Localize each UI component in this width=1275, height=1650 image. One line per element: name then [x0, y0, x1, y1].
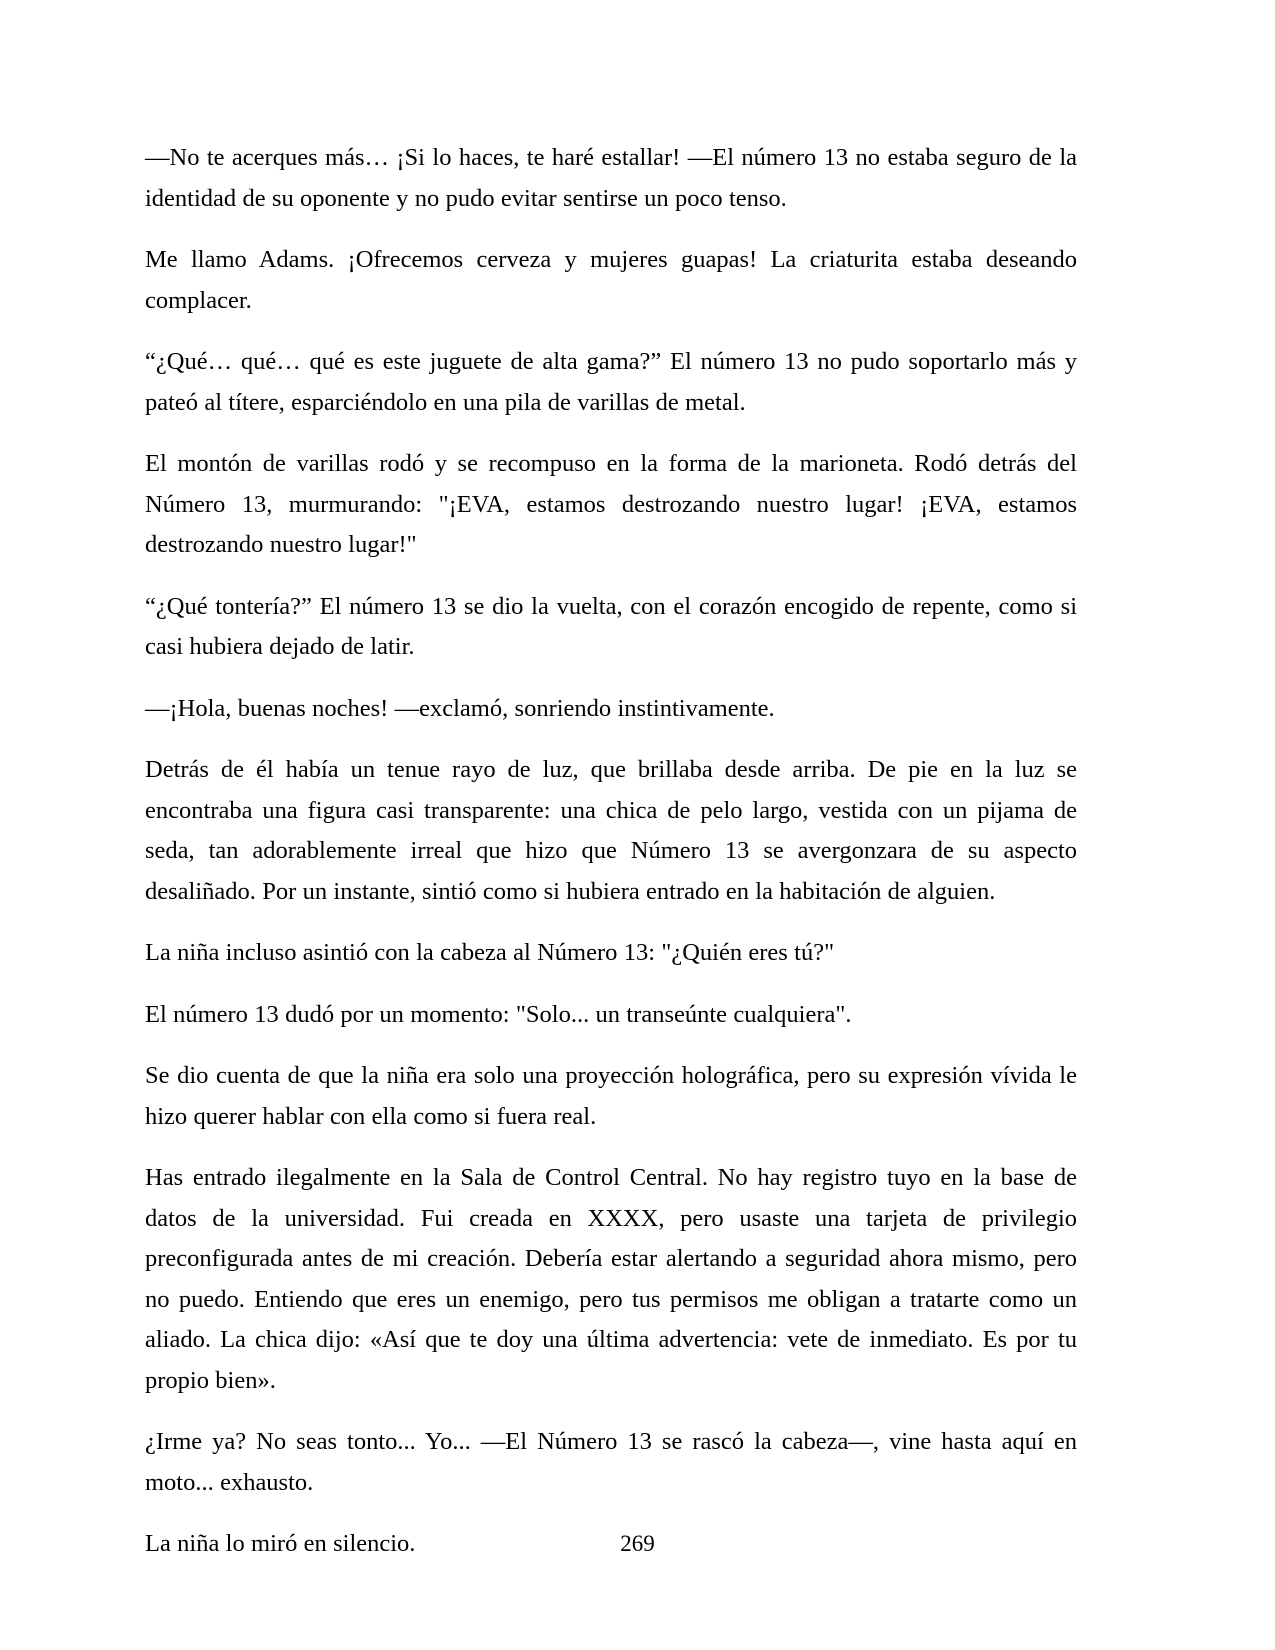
- paragraph: —No te acerques más… ¡Si lo haces, te haré estallar! —El número 13 no estaba seguro de la identidad de su oponente y no pudo evitar sentirse un poco tenso.: [145, 144, 1077, 212]
- paragraph: “¿Qué… qué… qué es este juguete de alta gama?” El número 13 no pudo soportarlo más y pateó al títere, esparciéndolo en una pila de varillas de metal.: [145, 348, 1077, 416]
- paragraph: Has entrado ilegalmente en la Sala de Control Central. No hay registro tuyo en la base de datos de la universidad. Fui creada en XXXX, pero usaste una tarjeta de privilegio preconfigurada antes de mi creación. Debería estar alertando a seguridad ahora mismo, pero no puedo. Entiendo que eres un enemigo, pero tus permisos me obligan a tratarte como un aliado. La chica dijo: «Así que te doy una última advertencia: vete de inmediato. Es por tu propio bien».: [145, 1164, 1077, 1394]
- paragraph: Detrás de él había un tenue rayo de luz, que brillaba desde arriba. De pie en la luz se encontraba una figura casi transparente: una chica de pelo largo, vestida con un pijama de seda, tan adorablemente irreal que hizo que Número 13 se avergonzara de su aspecto desaliñado. Por un instante, sintió como si hubiera entrado en la habitación de alguien.: [145, 756, 1077, 905]
- paragraph: La niña lo miró en silencio.: [145, 1530, 416, 1557]
- paragraph: ¿Irme ya? No seas tonto... Yo... —El Número 13 se rascó la cabeza—, vine hasta aquí en moto... exhausto.: [145, 1428, 1077, 1496]
- paragraph: Me llamo Adams. ¡Ofrecemos cerveza y mujeres guapas! La criaturita estaba deseando complacer.: [145, 246, 1077, 314]
- page-number: 269: [620, 1531, 655, 1556]
- body-text-column: [145, 138, 1077, 1565]
- paragraph: —¡Hola, buenas noches! —exclamó, sonriendo instintivamente.: [145, 694, 775, 722]
- paragraph: “¿Qué tontería?” El número 13 se dio la vuelta, con el corazón encogido de repente, como si casi hubiera dejado de latir.: [145, 592, 1077, 660]
- paragraph: La niña incluso asintió con la cabeza al Número 13: "¿Quién eres tú?": [145, 939, 835, 966]
- paragraph: El número 13 dudó por un momento: "Solo... un transeúnte cualquiera".: [145, 1000, 852, 1028]
- paragraph: Se dio cuenta de que la niña era solo una proyección holográfica, pero su expresión vívida le hizo querer hablar con ella como si fuera real.: [145, 1062, 1077, 1130]
- paragraph: El montón de varillas rodó y se recompuso en la forma de la marioneta. Rodó detrás del Número 13, murmurando: "¡EVA, estamos destrozando nuestro lugar! ¡EVA, estamos destrozando nuestro lugar!": [145, 450, 1077, 558]
